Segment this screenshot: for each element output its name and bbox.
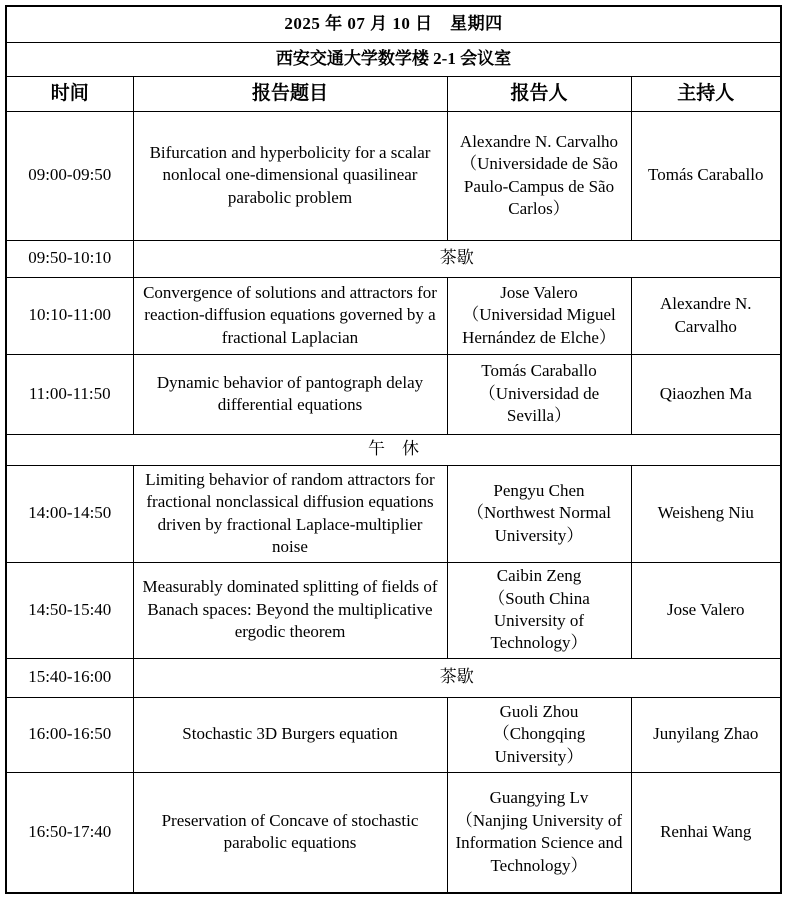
speaker-affiliation: （South China University of Technology）: [488, 588, 590, 653]
talk-title: Preservation of Concave of stochastic parabolic equations: [133, 772, 447, 893]
speaker-name: Guangying Lv: [489, 788, 589, 808]
talk-title: Convergence of solutions and attractors for reaction-diffusion equations governed by a fractional Laplacian: [133, 277, 447, 354]
talk-speaker: [447, 111, 631, 240]
table-row-talk-3: [6, 354, 781, 434]
talk-time: 11:00-11:50: [6, 354, 133, 434]
talk-title: Stochastic 3D Burgers equation: [133, 697, 447, 772]
break-label: 茶歇: [133, 240, 781, 277]
speaker-name: Caibin Zeng: [496, 566, 582, 586]
speaker-affiliation: （Universidade de São Paulo-Campus de São Carlos）: [460, 154, 618, 218]
table-row-talk-6: [6, 697, 781, 772]
talk-title: Bifurcation and hyperbolicity for a scalar nonlocal one-dimensional quasilinear parabolic problem: [133, 111, 447, 240]
speaker-affiliation: （Northwest Normal University）: [466, 503, 611, 545]
talk-chair: Tomás Caraballo: [631, 111, 781, 240]
column-header-title: 报告题目: [133, 76, 447, 111]
talk-time: 14:50-15:40: [6, 562, 133, 658]
table-row-talk-7: [6, 772, 781, 893]
speaker-affiliation: （Universidad Miguel Hernández de Elche）: [462, 305, 616, 347]
venue-title: 西安交通大学数学楼 2-1 会议室: [6, 42, 781, 76]
table-row-talk-1: [6, 111, 781, 240]
talk-chair: Weisheng Niu: [631, 465, 781, 562]
talk-time: 09:00-09:50: [6, 111, 133, 240]
talk-title: Measurably dominated splitting of fields of Banach spaces: Beyond the multiplicative ergodic theorem: [133, 562, 447, 658]
speaker-name: Guoli Zhou: [499, 701, 579, 721]
column-header-chair: 主持人: [631, 76, 781, 111]
talk-chair: Qiaozhen Ma: [631, 354, 781, 434]
column-header-speaker: 报告人: [447, 76, 631, 111]
speaker-name: Tomás Caraballo: [481, 361, 597, 381]
talk-title: Limiting behavior of random attractors for fractional nonclassical diffusion equations driven by fractional Laplace-multiplier noise: [133, 465, 447, 562]
table-row-tea-break-1: [6, 240, 781, 277]
speaker-name: Pengyu Chen: [493, 480, 585, 500]
table-row-talk-2: [6, 277, 781, 354]
talk-speaker: [447, 772, 631, 893]
break-time: 15:40-16:00: [6, 658, 133, 697]
talk-time: 10:10-11:00: [6, 277, 133, 354]
talk-speaker: [447, 354, 631, 434]
date-header-row: [6, 6, 781, 42]
break-time: 09:50-10:10: [6, 240, 133, 277]
speaker-affiliation: （Chongqing University）: [492, 724, 586, 766]
table-row-tea-break-2: [6, 658, 781, 697]
talk-time: 14:00-14:50: [6, 465, 133, 562]
talk-time: 16:00-16:50: [6, 697, 133, 772]
schedule-table: [5, 5, 782, 894]
talk-chair: Alexandre N. Carvalho: [631, 277, 781, 354]
break-label: 茶歇: [133, 658, 781, 697]
talk-speaker: [447, 277, 631, 354]
talk-speaker: [447, 562, 631, 658]
talk-speaker: [447, 697, 631, 772]
table-row-talk-4: [6, 465, 781, 562]
speaker-name: Alexandre N. Carvalho: [459, 131, 619, 151]
table-row-lunch-break: [6, 434, 781, 465]
talk-chair: Junyilang Zhao: [631, 697, 781, 772]
table-row-talk-5: [6, 562, 781, 658]
talk-title: Dynamic behavior of pantograph delay differential equations: [133, 354, 447, 434]
talk-chair: Jose Valero: [631, 562, 781, 658]
speaker-name: Jose Valero: [500, 282, 578, 302]
venue-row: [6, 42, 781, 76]
talk-speaker: [447, 465, 631, 562]
talk-chair: Renhai Wang: [631, 772, 781, 893]
column-header-row: [6, 76, 781, 111]
talk-time: 16:50-17:40: [6, 772, 133, 893]
column-header-time: 时间: [6, 76, 133, 111]
lunch-label: 午 休: [6, 434, 781, 465]
speaker-affiliation: （Universidad de Sevilla）: [478, 383, 600, 426]
speaker-affiliation: （Nanjing University of Information Science and Technology）: [455, 810, 623, 875]
date-title: 2025 年 07 月 10 日 星期四: [6, 6, 781, 42]
